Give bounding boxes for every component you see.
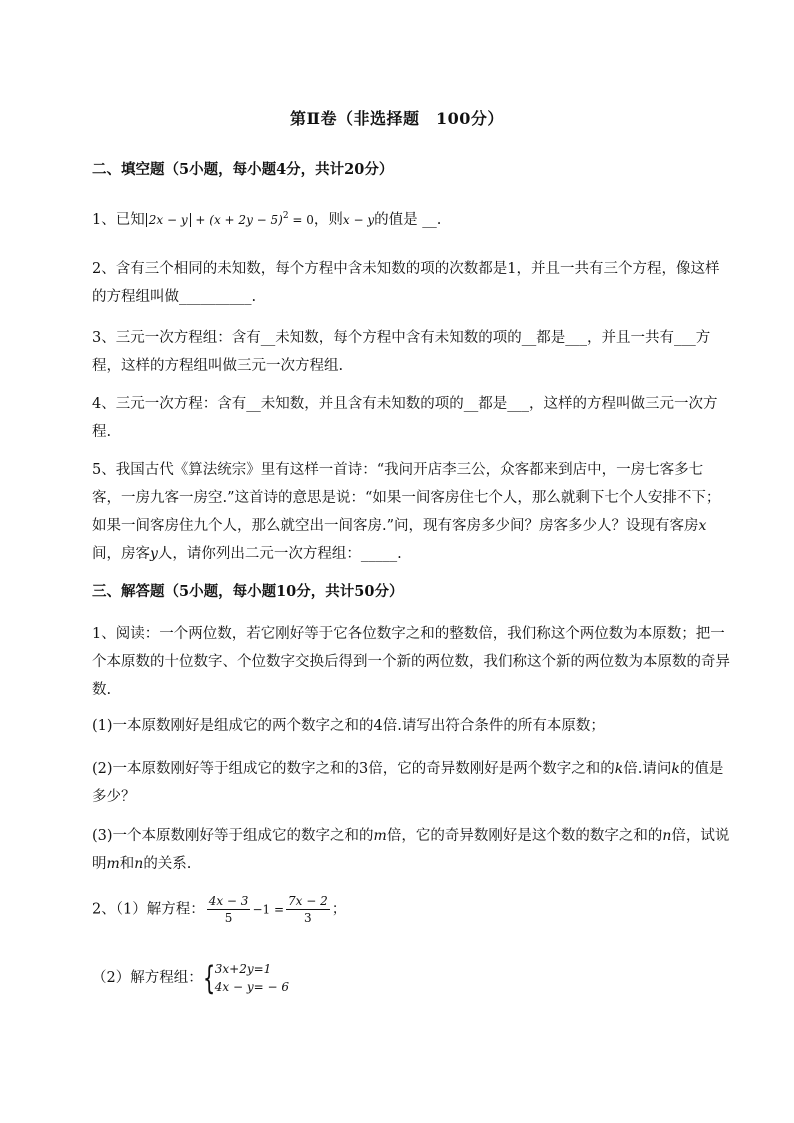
q2a-fraction-1-denominator: 5 [224, 911, 233, 925]
fill-blank-question-1 [92, 202, 732, 234]
fill-blank-question-4: 4、三元一次方程：含有__未知数，并且含有未知数的项的__都是___，这样的方程叫做三元一次方程. [92, 396, 718, 440]
q5-text-1: 5、我国古代《算法统宗》里有这样一首诗：“我问开店李三公，众客都来到店中，一房七客多七客，一房九客一房空.”这首诗的意思是说：“如果一间客房住七个人，那么就剩下七个人安排不下；如果一间客房住九个人，那么就空出一间客房.”问，现有客房多少间？房客多少人？设现有客房 [92, 462, 721, 534]
q1p3-text-3: 倍，试说明 [92, 828, 730, 872]
q2a-prefix: 2、（1）解方程： [92, 901, 205, 918]
q1-suffix: 的值是 __. [374, 211, 442, 228]
q1-prefix: 1、已知 [92, 211, 145, 228]
q2b-prefix: （2）解方程组： [92, 970, 203, 986]
q1-equals: = 0 [288, 212, 314, 227]
q1p3-var-n-2: n [134, 856, 144, 872]
q1-abs-expression: 2x − y [146, 213, 191, 227]
q2b-equation-1: 3x+2y=1 [214, 962, 272, 976]
q5-text-2: 间，房客 [92, 546, 150, 562]
q5-text-3: 人，请你列出二元一次方程组：_____. [157, 546, 402, 562]
q1p2-var-k: k [614, 761, 624, 777]
answer-question-1-part-3 [92, 822, 732, 878]
q2b-equation-system [203, 960, 289, 996]
q1-exponent: 2 [282, 211, 289, 221]
q1p3-text-5: 的关系. [143, 856, 192, 872]
fill-blank-question-3: 3、三元一次方程组：含有__未知数，每个方程中含有未知数的项的__都是___，并且一共有___方程，这样的方程组叫做三元一次方程组. [92, 330, 711, 374]
q1p2-var-k-2: k [671, 761, 680, 777]
answer-question-2-part-1 [92, 893, 732, 926]
answer-question-1-intro: 1、阅读：一个两位数，若它刚好等于它各位数字之和的整数倍，我们称这个两位数为本原数；把一个本原数的十位数字、个位数字交换后得到一个新的两位数，我们称这个新的两位数为本原数的奇异数. [92, 626, 730, 698]
q1p3-var-m: m [373, 828, 387, 844]
page-title: 第Ⅱ卷（非选择题 100分） [290, 109, 504, 128]
q1p2-text-3: 的值是多少？ [92, 761, 724, 805]
q1p3-var-m-2: m [106, 856, 120, 872]
section-answer-heading: 三、解答题（5小题，每小题10分，共计50分） [92, 583, 404, 600]
q2a-fraction-2-numerator: 7x − 2 [288, 894, 328, 908]
q5-var-x: x [698, 518, 707, 534]
q1-plus: + [191, 212, 210, 227]
answer-question-2-part-2 [92, 960, 732, 996]
q1p2-text-2: 倍.请问 [623, 761, 672, 777]
q1p2-text-1: (2)一本原数刚好等于组成它的数字之和的3倍，它的奇异数刚好是两个数字之和的 [92, 761, 615, 777]
q2a-minus-one: −1 = [252, 902, 284, 917]
answer-question-1-part-2 [92, 755, 732, 811]
q2b-equation-2: 4x − y= − 6 [214, 980, 289, 994]
q2a-fraction-2 [286, 893, 330, 926]
q1p3-text-1: (3)一个本原数刚好等于组成它的数字之和的 [92, 828, 374, 844]
q1-middle: ，则 [313, 211, 343, 228]
q2a-fraction-1 [207, 893, 251, 926]
q2a-fraction-1-numerator: 4x − 3 [208, 894, 249, 908]
q1p3-var-n: n [662, 828, 672, 844]
q5-var-y: y [150, 546, 158, 562]
q1-target-expression: x − y [342, 212, 375, 227]
q2a-suffix: ； [331, 901, 347, 918]
q1p3-text-2: 倍，它的奇异数刚好是这个数的数字之和的 [386, 828, 663, 844]
fill-blank-question-5 [92, 456, 732, 568]
section-fill-blank-heading: 二、填空题（5小题，每小题4分，共计20分） [92, 161, 394, 178]
fill-blank-question-2: 2、含有三个相同的未知数，每个方程中含未知数的项的次数都是1，并且一共有三个方程，像这样的方程组叫做__________. [92, 261, 720, 305]
q1-paren-expression: (x + 2y − 5) [209, 212, 283, 227]
q1p3-text-4: 和 [119, 856, 135, 872]
left-brace-icon: { [202, 959, 215, 997]
answer-question-1-part-1: (1)一本原数刚好是组成它的两个数字之和的4倍.请写出符合条件的所有本原数； [92, 718, 605, 734]
q2a-fraction-2-denominator: 3 [304, 911, 312, 925]
